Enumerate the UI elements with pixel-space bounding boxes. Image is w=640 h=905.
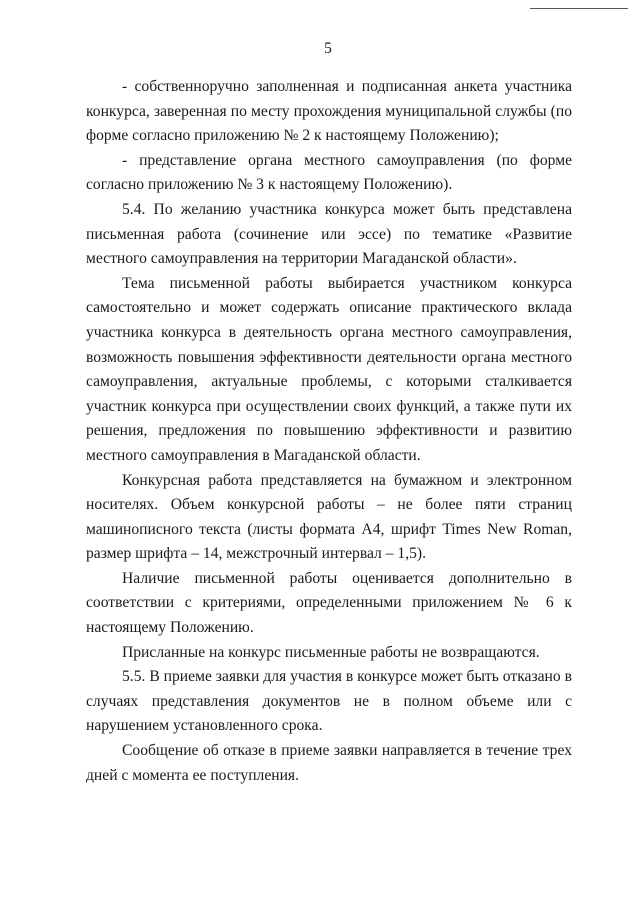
paragraph-evaluation: Наличие письменной работы оценивается дополнительно в соответствии с критериями, определенными приложением № 6 к настоящему Положению. — [86, 569, 572, 637]
paragraph-questionnaire: - собственноручно заполненная и подписанная анкета участника конкурса, заверенная по месту прохождения муниципальной службы (по форме согласно приложению № 2 к настоящему Положению); — [86, 78, 572, 145]
document-body — [86, 75, 572, 788]
paragraph-topic: Тема письменной работы выбирается участником конкурса самостоятельно и может содержать описание практического вклада участника конкурса в деятельность органа местного самоуправления, возможность повышения эффективности деятельности органа местного самоуправления, актуальные проблемы, с которыми сталкивается участник конкурса при осуществлении своих функций, а также пути их решения, предложения по повышению эффективности и развитию местного самоуправления в Магаданской области. — [86, 274, 572, 464]
paragraph-5-5: 5.5. В приеме заявки для участия в конкурсе может быть отказано в случаях представления документов не в полном объеме или с нарушением установленного срока. — [86, 668, 572, 735]
page-number: 5 — [324, 40, 332, 57]
paragraph-not-returned: Присланные на конкурс письменные работы не возвращаются. — [122, 643, 540, 661]
paragraph-format: Конкурсная работа представляется на бумажном и электронном носителях. Объем конкурсной работы – не более пяти страниц машинописного текста (листы формата А4, шрифт Times New Roman, размер шрифта – 14, межстрочный интервал – 1,5). — [86, 471, 572, 563]
paragraph-refusal-notice: Сообщение об отказе в приеме заявки направляется в течение трех дней с момента ее поступления. — [86, 742, 572, 784]
top-rule — [530, 8, 628, 9]
paragraph-representation: - представление органа местного самоуправления (по форме согласно приложению № 3 к настоящему Положению). — [86, 151, 572, 194]
paragraph-5-4: 5.4. По желанию участника конкурса может быть представлена письменная работа (сочинение или эссе) по тематике «Развитие местного самоуправления на территории Магаданской области». — [86, 200, 572, 268]
